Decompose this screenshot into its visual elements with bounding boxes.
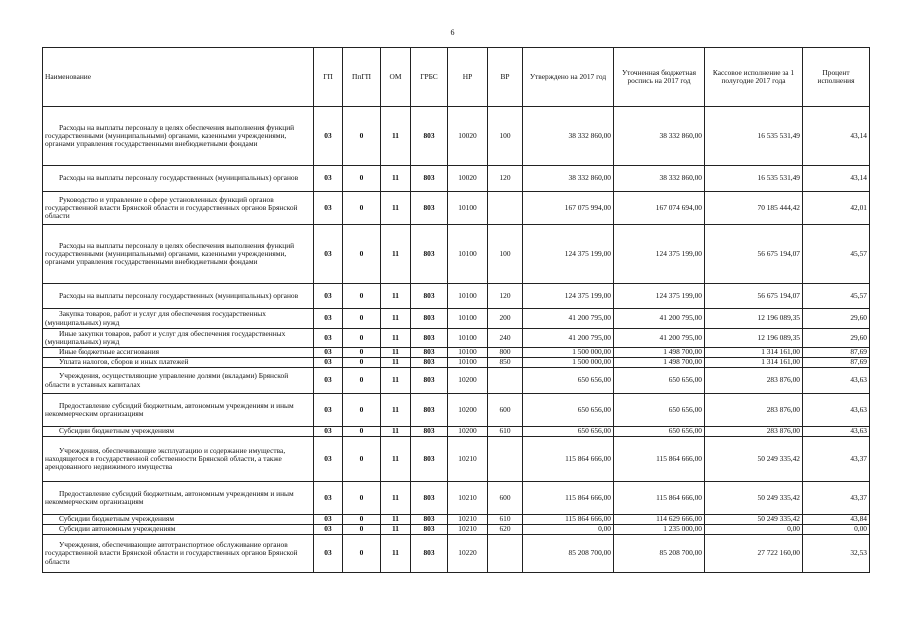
row-name: Субсидии бюджетным учреждениям <box>59 426 175 436</box>
cell-percent: 87,69 <box>803 358 870 368</box>
cell-percent: 43,84 <box>803 515 870 525</box>
cell-cash: 50 249 335,42 <box>705 482 803 515</box>
cell-vr: 800 <box>488 348 523 358</box>
cell-gp: 03 <box>314 368 343 394</box>
cell-percent: 29,60 <box>803 329 870 348</box>
cell-om: 11 <box>381 525 411 535</box>
cell-name <box>43 348 314 358</box>
cell-revised: 1 498 700,00 <box>614 358 705 368</box>
cell-gp: 03 <box>314 309 343 329</box>
cell-ppgp: 0 <box>343 192 381 225</box>
cell-cash: 283 876,00 <box>705 368 803 394</box>
cell-name <box>43 394 314 427</box>
header-np: НР <box>448 48 488 107</box>
cell-name <box>43 225 314 284</box>
row-name: Иные закупки товаров, работ и услуг для обеспечения государственных (муниципальных) нужд <box>45 328 286 346</box>
cell-vr: 600 <box>488 394 523 427</box>
cell-approved: 0,00 <box>523 525 614 535</box>
cell-percent: 43,37 <box>803 482 870 515</box>
cell-name <box>43 535 314 573</box>
cell-gp: 03 <box>314 358 343 368</box>
cell-np: 10020 <box>448 166 488 192</box>
cell-grbs: 803 <box>411 166 448 192</box>
cell-np: 10100 <box>448 358 488 368</box>
cell-vr: 200 <box>488 309 523 329</box>
cell-om: 11 <box>381 166 411 192</box>
cell-gp: 03 <box>314 394 343 427</box>
cell-grbs: 803 <box>411 437 448 482</box>
cell-gp: 03 <box>314 192 343 225</box>
cell-np: 10100 <box>448 329 488 348</box>
cell-approved: 650 656,00 <box>523 394 614 427</box>
header-revised: Уточненная бюджетная роспись на 2017 год <box>614 48 705 107</box>
table-row <box>43 482 870 515</box>
cell-approved: 85 208 700,00 <box>523 535 614 573</box>
cell-grbs: 803 <box>411 515 448 525</box>
cell-vr: 120 <box>488 284 523 309</box>
cell-percent: 42,01 <box>803 192 870 225</box>
cell-np: 10020 <box>448 107 488 166</box>
cell-vr: 610 <box>488 427 523 437</box>
cell-approved: 41 200 795,00 <box>523 329 614 348</box>
row-name: Закупка товаров, работ и услуг для обеспечения государственных (муниципальных) нужд <box>45 309 266 327</box>
cell-approved: 167 075 994,00 <box>523 192 614 225</box>
cell-percent: 43,63 <box>803 427 870 437</box>
table-row <box>43 329 870 348</box>
cell-om: 11 <box>381 348 411 358</box>
cell-name <box>43 107 314 166</box>
header-gp: ГП <box>314 48 343 107</box>
header-grbs: ГРБС <box>411 48 448 107</box>
cell-ppgp: 0 <box>343 427 381 437</box>
cell-revised: 38 332 860,00 <box>614 166 705 192</box>
cell-approved: 38 332 860,00 <box>523 107 614 166</box>
cell-percent: 29,60 <box>803 309 870 329</box>
cell-approved: 124 375 199,00 <box>523 284 614 309</box>
cell-revised: 38 332 860,00 <box>614 107 705 166</box>
cell-ppgp: 0 <box>343 482 381 515</box>
cell-grbs: 803 <box>411 358 448 368</box>
cell-revised: 650 656,00 <box>614 368 705 394</box>
cell-approved: 38 332 860,00 <box>523 166 614 192</box>
cell-approved: 650 656,00 <box>523 368 614 394</box>
table-row <box>43 348 870 358</box>
cell-np: 10200 <box>448 394 488 427</box>
cell-ppgp: 0 <box>343 329 381 348</box>
cell-np: 10200 <box>448 427 488 437</box>
cell-cash: 0,00 <box>705 525 803 535</box>
cell-percent: 32,53 <box>803 535 870 573</box>
cell-grbs: 803 <box>411 348 448 358</box>
cell-grbs: 803 <box>411 309 448 329</box>
cell-approved: 1 500 000,00 <box>523 358 614 368</box>
cell-ppgp: 0 <box>343 437 381 482</box>
cell-vr: 610 <box>488 515 523 525</box>
cell-name <box>43 358 314 368</box>
cell-gp: 03 <box>314 166 343 192</box>
table-row <box>43 166 870 192</box>
table-row <box>43 192 870 225</box>
cell-om: 11 <box>381 192 411 225</box>
table-row <box>43 535 870 573</box>
cell-approved: 41 200 795,00 <box>523 309 614 329</box>
cell-approved: 124 375 199,00 <box>523 225 614 284</box>
cell-revised: 650 656,00 <box>614 427 705 437</box>
cell-grbs: 803 <box>411 535 448 573</box>
cell-grbs: 803 <box>411 394 448 427</box>
cell-revised: 85 208 700,00 <box>614 535 705 573</box>
cell-gp: 03 <box>314 225 343 284</box>
cell-vr: 850 <box>488 358 523 368</box>
cell-np: 10210 <box>448 515 488 525</box>
header-approved: Утверждено на 2017 год <box>523 48 614 107</box>
cell-percent: 43,14 <box>803 107 870 166</box>
cell-grbs: 803 <box>411 368 448 394</box>
cell-cash: 16 535 531,49 <box>705 166 803 192</box>
cell-revised: 124 375 199,00 <box>614 225 705 284</box>
cell-percent: 43,63 <box>803 368 870 394</box>
cell-grbs: 803 <box>411 525 448 535</box>
header-cash: Кассовое исполнение за 1 полугодие 2017 года <box>705 48 803 107</box>
cell-gp: 03 <box>314 515 343 525</box>
cell-vr: 100 <box>488 107 523 166</box>
cell-om: 11 <box>381 368 411 394</box>
cell-ppgp: 0 <box>343 358 381 368</box>
cell-grbs: 803 <box>411 192 448 225</box>
cell-om: 11 <box>381 284 411 309</box>
cell-vr <box>488 192 523 225</box>
cell-cash: 70 185 444,42 <box>705 192 803 225</box>
cell-om: 11 <box>381 437 411 482</box>
cell-approved: 115 864 666,00 <box>523 515 614 525</box>
cell-gp: 03 <box>314 535 343 573</box>
table-row <box>43 107 870 166</box>
cell-name <box>43 192 314 225</box>
cell-cash: 1 314 161,00 <box>705 358 803 368</box>
row-name: Руководство и управление в сфере установленных функций органов государственной власти Брянской области и государственных органов Брянской области <box>45 194 298 221</box>
row-name: Расходы на выплаты персоналу государственных (муниципальных) органов <box>59 290 299 300</box>
table-body <box>43 107 870 573</box>
cell-np: 10210 <box>448 482 488 515</box>
cell-percent: 43,14 <box>803 166 870 192</box>
table-row <box>43 309 870 329</box>
cell-gp: 03 <box>314 284 343 309</box>
cell-np: 10100 <box>448 225 488 284</box>
cell-revised: 115 864 666,00 <box>614 482 705 515</box>
cell-cash: 1 314 161,00 <box>705 348 803 358</box>
cell-grbs: 803 <box>411 427 448 437</box>
page-number: 6 <box>450 28 455 37</box>
cell-name <box>43 309 314 329</box>
cell-cash: 16 535 531,49 <box>705 107 803 166</box>
cell-om: 11 <box>381 107 411 166</box>
cell-revised: 41 200 795,00 <box>614 329 705 348</box>
cell-ppgp: 0 <box>343 525 381 535</box>
cell-om: 11 <box>381 394 411 427</box>
cell-grbs: 803 <box>411 329 448 348</box>
cell-ppgp: 0 <box>343 515 381 525</box>
cell-vr: 100 <box>488 225 523 284</box>
cell-approved: 115 864 666,00 <box>523 437 614 482</box>
cell-np: 10210 <box>448 525 488 535</box>
cell-np: 10100 <box>448 284 488 309</box>
cell-grbs: 803 <box>411 482 448 515</box>
cell-approved: 115 864 666,00 <box>523 482 614 515</box>
cell-gp: 03 <box>314 107 343 166</box>
table-row <box>43 284 870 309</box>
cell-om: 11 <box>381 535 411 573</box>
budget-table <box>42 47 870 573</box>
cell-ppgp: 0 <box>343 225 381 284</box>
table-row <box>43 358 870 368</box>
cell-percent: 43,63 <box>803 394 870 427</box>
cell-revised: 1 235 000,00 <box>614 525 705 535</box>
cell-cash: 50 249 335,42 <box>705 437 803 482</box>
cell-name <box>43 437 314 482</box>
cell-vr: 600 <box>488 482 523 515</box>
row-name: Учреждения, обеспечивающие эксплуатацию и содержание имущества, находящегося в государственной собственности Брянской области, а также арендованного недвижимого имущества <box>45 445 286 472</box>
header-om: ОМ <box>381 48 411 107</box>
cell-np: 10100 <box>448 309 488 329</box>
cell-revised: 1 498 700,00 <box>614 348 705 358</box>
cell-name <box>43 329 314 348</box>
cell-percent: 45,57 <box>803 284 870 309</box>
cell-percent: 43,37 <box>803 437 870 482</box>
cell-revised: 124 375 199,00 <box>614 284 705 309</box>
table-row <box>43 525 870 535</box>
cell-cash: 27 722 160,00 <box>705 535 803 573</box>
cell-name <box>43 525 314 535</box>
cell-om: 11 <box>381 427 411 437</box>
cell-gp: 03 <box>314 348 343 358</box>
cell-name <box>43 368 314 394</box>
cell-name <box>43 427 314 437</box>
cell-approved: 650 656,00 <box>523 427 614 437</box>
cell-cash: 12 196 089,35 <box>705 309 803 329</box>
cell-om: 11 <box>381 515 411 525</box>
cell-ppgp: 0 <box>343 394 381 427</box>
cell-grbs: 803 <box>411 107 448 166</box>
cell-revised: 115 864 666,00 <box>614 437 705 482</box>
cell-name <box>43 166 314 192</box>
cell-np: 10100 <box>448 348 488 358</box>
cell-vr: 620 <box>488 525 523 535</box>
cell-om: 11 <box>381 482 411 515</box>
row-name: Расходы на выплаты персоналу государственных (муниципальных) органов <box>59 173 299 183</box>
cell-om: 11 <box>381 358 411 368</box>
cell-ppgp: 0 <box>343 309 381 329</box>
cell-name <box>43 482 314 515</box>
header-name: Наименование <box>43 48 314 107</box>
cell-vr <box>488 535 523 573</box>
cell-revised: 114 629 666,00 <box>614 515 705 525</box>
table-row <box>43 437 870 482</box>
cell-gp: 03 <box>314 329 343 348</box>
row-name: Расходы на выплаты персоналу в целях обеспечения выполнения функций государственными (муниципальными) органами, казенными учреждениями, органами управления государственными внебюджетными фондами <box>45 240 295 267</box>
cell-vr: 120 <box>488 166 523 192</box>
header-vr: ВР <box>488 48 523 107</box>
row-name: Учреждения, обеспечивающие автотранспортное обслуживание органов государственной власти Брянской области и государственных органов Брянской области <box>45 540 298 566</box>
cell-percent: 45,57 <box>803 225 870 284</box>
cell-cash: 50 249 335,42 <box>705 515 803 525</box>
cell-om: 11 <box>381 225 411 284</box>
header-ppgp: ПпГП <box>343 48 381 107</box>
cell-cash: 56 675 194,07 <box>705 225 803 284</box>
cell-percent: 87,69 <box>803 348 870 358</box>
cell-gp: 03 <box>314 525 343 535</box>
cell-percent: 0,00 <box>803 525 870 535</box>
cell-gp: 03 <box>314 437 343 482</box>
row-name: Субсидии бюджетным учреждениям <box>59 514 175 524</box>
cell-om: 11 <box>381 329 411 348</box>
cell-vr <box>488 437 523 482</box>
table-row <box>43 394 870 427</box>
row-name: Уплата налогов, сборов и иных платежей <box>59 357 189 367</box>
cell-approved: 1 500 000,00 <box>523 348 614 358</box>
table-row <box>43 427 870 437</box>
cell-np: 10210 <box>448 437 488 482</box>
cell-name <box>43 515 314 525</box>
cell-ppgp: 0 <box>343 284 381 309</box>
row-name: Расходы на выплаты персоналу в целях обеспечения выполнения функций государственными (муниципальными) органами, казенными учреждениями, органами управления государственными внебюджетными фондами <box>45 122 295 149</box>
row-name: Предоставление субсидий бюджетным, автономным учреждениям и иным некоммерческим организациям <box>45 400 294 418</box>
cell-revised: 41 200 795,00 <box>614 309 705 329</box>
cell-gp: 03 <box>314 482 343 515</box>
table-row <box>43 368 870 394</box>
cell-cash: 283 876,00 <box>705 394 803 427</box>
cell-ppgp: 0 <box>343 166 381 192</box>
cell-revised: 650 656,00 <box>614 394 705 427</box>
cell-revised: 167 074 694,00 <box>614 192 705 225</box>
table-row <box>43 225 870 284</box>
header-row <box>43 48 870 107</box>
cell-cash: 283 876,00 <box>705 427 803 437</box>
cell-np: 10200 <box>448 368 488 394</box>
table-row <box>43 515 870 525</box>
cell-grbs: 803 <box>411 225 448 284</box>
cell-ppgp: 0 <box>343 348 381 358</box>
header-percent: Процент исполнения <box>803 48 870 107</box>
row-name: Субсидии автономным учреждениям <box>59 524 176 534</box>
cell-ppgp: 0 <box>343 107 381 166</box>
cell-ppgp: 0 <box>343 368 381 394</box>
cell-name <box>43 284 314 309</box>
cell-gp: 03 <box>314 427 343 437</box>
row-name: Учреждения, осуществляющие управление долями (вкладами) Брянской области в уставных капиталах <box>45 371 289 389</box>
cell-cash: 56 675 194,07 <box>705 284 803 309</box>
cell-vr <box>488 368 523 394</box>
cell-cash: 12 196 089,35 <box>705 329 803 348</box>
cell-vr: 240 <box>488 329 523 348</box>
row-name: Иные бюджетные ассигнования <box>59 347 160 357</box>
cell-np: 10100 <box>448 192 488 225</box>
cell-np: 10220 <box>448 535 488 573</box>
cell-grbs: 803 <box>411 284 448 309</box>
cell-ppgp: 0 <box>343 535 381 573</box>
row-name: Предоставление субсидий бюджетным, автономным учреждениям и иным некоммерческим организациям <box>45 488 294 506</box>
cell-om: 11 <box>381 309 411 329</box>
